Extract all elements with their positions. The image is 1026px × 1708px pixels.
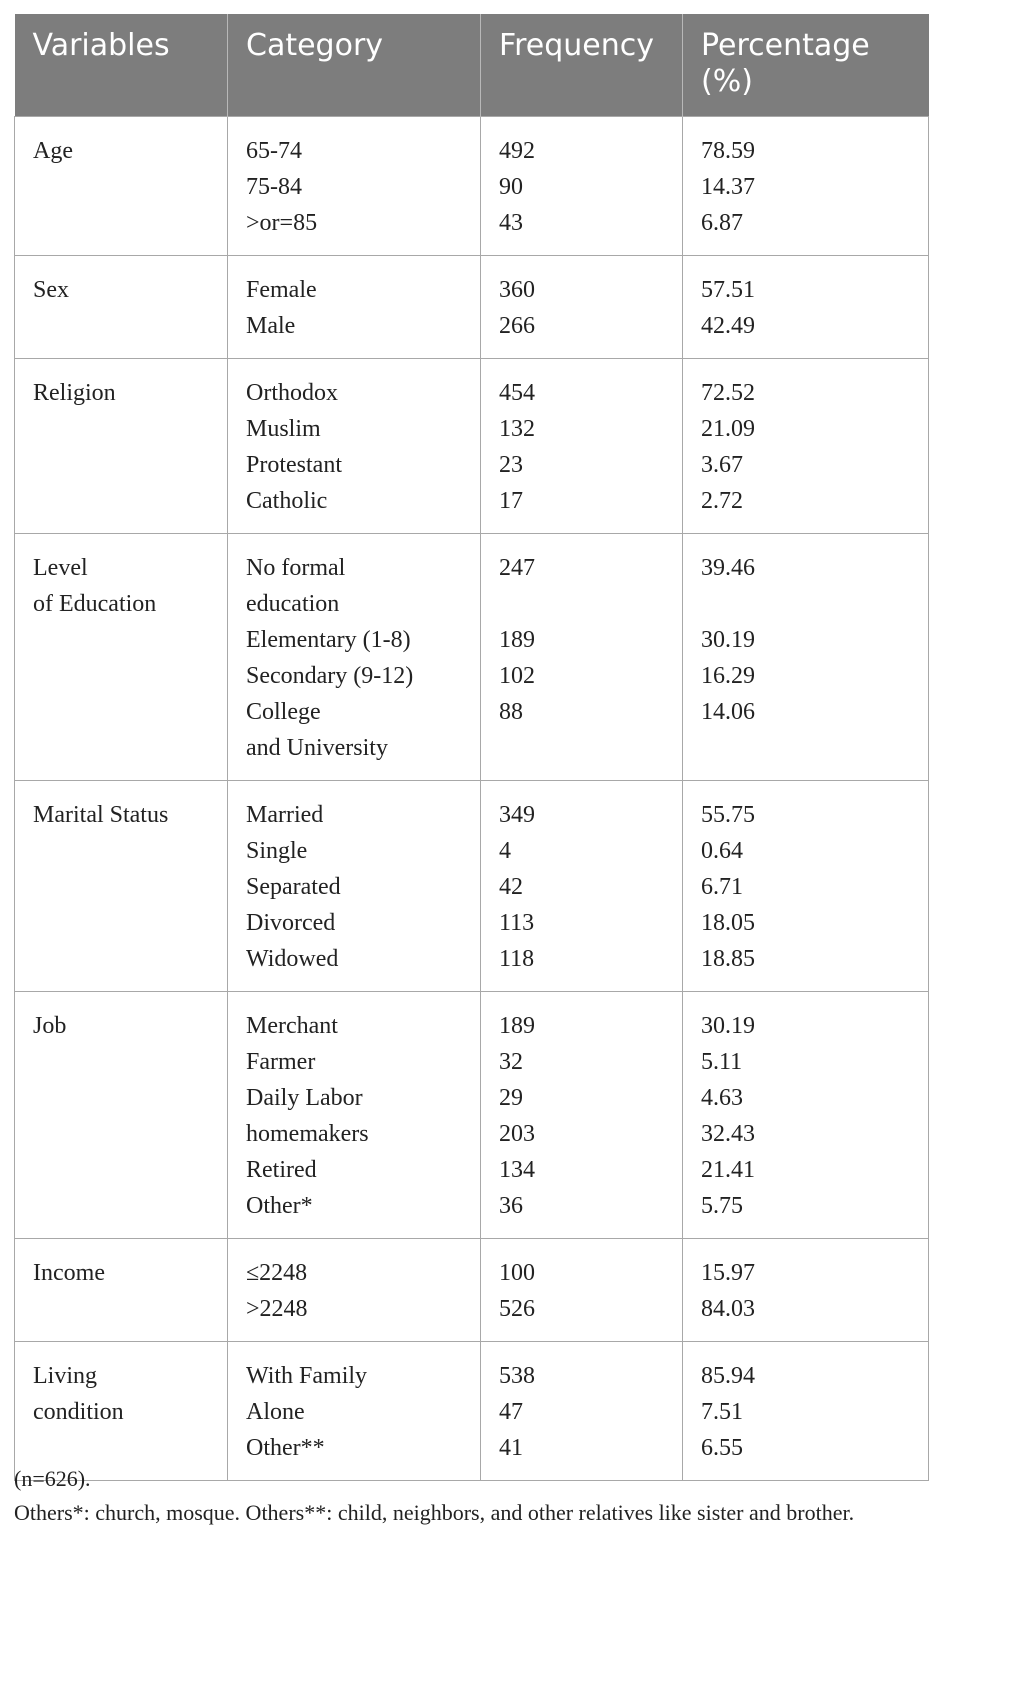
percentage-cell xyxy=(683,1342,929,1481)
demographics-table xyxy=(14,14,929,1481)
variable-cell xyxy=(15,1239,228,1342)
frequency-value: 113 xyxy=(499,910,535,936)
percentage-value: 30.19 xyxy=(701,1013,755,1039)
table-notes xyxy=(14,1462,928,1530)
frequency-cell xyxy=(481,781,683,992)
frequency-value: 203 xyxy=(499,1121,535,1147)
variable-label: condition xyxy=(33,1399,124,1425)
percentage-cell xyxy=(683,256,929,359)
category-label: Divorced xyxy=(246,910,336,936)
percentage-cell xyxy=(683,359,929,534)
header-percentage-line: Percentage xyxy=(701,28,870,63)
frequency-value: 23 xyxy=(499,452,523,478)
category-label: Male xyxy=(246,313,296,339)
frequency-value: 36 xyxy=(499,1193,523,1219)
category-label: and University xyxy=(246,735,388,761)
percentage-value: 39.46 xyxy=(701,555,755,581)
table-row xyxy=(15,359,929,534)
category-label: Other* xyxy=(246,1193,313,1219)
frequency-value: 118 xyxy=(499,946,535,972)
category-label: Protestant xyxy=(246,452,342,478)
variable-label: Job xyxy=(33,1013,67,1039)
frequency-value: 47 xyxy=(499,1399,523,1425)
frequency-value: 189 xyxy=(499,627,535,653)
category-label: Secondary (9-12) xyxy=(246,663,414,689)
variable-label: Living xyxy=(33,1363,97,1389)
percentage-cell xyxy=(683,534,929,781)
percentage-value: 72.52 xyxy=(701,380,755,406)
frequency-value: 102 xyxy=(499,663,535,689)
variable-label: Level xyxy=(33,555,88,581)
percentage-value: 78.59 xyxy=(701,138,755,164)
table-row xyxy=(15,1342,929,1481)
frequency-value: 189 xyxy=(499,1013,535,1039)
category-label: 75-84 xyxy=(246,174,302,200)
percentage-value: 14.06 xyxy=(701,699,755,725)
variable-cell xyxy=(15,1342,228,1481)
category-label: Single xyxy=(246,838,308,864)
percentage-value: 84.03 xyxy=(701,1296,755,1322)
category-label: >or=85 xyxy=(246,210,318,236)
category-cell xyxy=(228,117,481,256)
percentage-value: 6.71 xyxy=(701,874,743,900)
frequency-value: 32 xyxy=(499,1049,523,1075)
frequency-cell xyxy=(481,992,683,1239)
frequency-value: 42 xyxy=(499,874,523,900)
category-label: Farmer xyxy=(246,1049,316,1075)
variable-cell xyxy=(15,256,228,359)
category-cell xyxy=(228,256,481,359)
percentage-value: 55.75 xyxy=(701,802,755,828)
category-label: Elementary (1-8) xyxy=(246,627,411,653)
variable-label: Sex xyxy=(33,277,69,303)
frequency-value: 526 xyxy=(499,1296,535,1322)
percentage-value: 0.64 xyxy=(701,838,743,864)
category-label: Other** xyxy=(246,1435,325,1461)
category-label: No formal xyxy=(246,555,346,581)
category-label: Retired xyxy=(246,1157,317,1183)
frequency-cell xyxy=(481,256,683,359)
category-cell xyxy=(228,992,481,1239)
frequency-value: 538 xyxy=(499,1363,535,1389)
percentage-value: 4.63 xyxy=(701,1085,743,1111)
frequency-value: 492 xyxy=(499,138,535,164)
frequency-cell xyxy=(481,117,683,256)
category-label: Orthodox xyxy=(246,380,338,406)
variable-cell xyxy=(15,781,228,992)
category-label: >2248 xyxy=(246,1296,308,1322)
percentage-cell xyxy=(683,117,929,256)
category-cell xyxy=(228,781,481,992)
frequency-cell xyxy=(481,1239,683,1342)
percentage-cell xyxy=(683,1239,929,1342)
variable-label: Income xyxy=(33,1260,105,1286)
header-variables: Variables xyxy=(15,14,228,117)
variable-label: Age xyxy=(33,138,73,164)
variable-label: Religion xyxy=(33,380,116,406)
percentage-value: 21.41 xyxy=(701,1157,755,1183)
variable-label: of Education xyxy=(33,591,157,617)
table-row xyxy=(15,1239,929,1342)
category-label: Separated xyxy=(246,874,341,900)
variable-cell xyxy=(15,992,228,1239)
frequency-value: 266 xyxy=(499,313,535,339)
percentage-cell xyxy=(683,781,929,992)
category-label: 65-74 xyxy=(246,138,302,164)
category-label: College xyxy=(246,699,321,725)
percentage-value: 18.05 xyxy=(701,910,755,936)
category-cell xyxy=(228,359,481,534)
variable-label: Marital Status xyxy=(33,802,169,828)
category-label: Widowed xyxy=(246,946,339,972)
percentage-value: 85.94 xyxy=(701,1363,755,1389)
category-label: Muslim xyxy=(246,416,321,442)
category-label: Female xyxy=(246,277,317,303)
variable-cell xyxy=(15,359,228,534)
category-label: ≤2248 xyxy=(246,1260,308,1286)
percentage-value: 6.55 xyxy=(701,1435,743,1461)
category-label: Daily Labor xyxy=(246,1085,363,1111)
frequency-value: 247 xyxy=(499,555,535,581)
header-frequency: Frequency xyxy=(481,14,683,117)
percentage-value: 5.75 xyxy=(701,1193,743,1219)
percentage-value: 3.67 xyxy=(701,452,743,478)
variable-cell xyxy=(15,534,228,781)
sample-size-note: (n=626). xyxy=(14,1466,91,1491)
header-row xyxy=(15,14,929,117)
frequency-cell xyxy=(481,359,683,534)
percentage-value: 32.43 xyxy=(701,1121,755,1147)
frequency-value: 349 xyxy=(499,802,535,828)
frequency-value: 43 xyxy=(499,210,523,236)
table-row xyxy=(15,256,929,359)
frequency-value: 4 xyxy=(499,838,511,864)
percentage-value: 57.51 xyxy=(701,277,755,303)
frequency-value: 88 xyxy=(499,699,523,725)
frequency-value: 100 xyxy=(499,1260,535,1286)
category-label: homemakers xyxy=(246,1121,369,1147)
category-cell xyxy=(228,1239,481,1342)
percentage-value: 15.97 xyxy=(701,1260,755,1286)
table-row xyxy=(15,992,929,1239)
frequency-cell xyxy=(481,534,683,781)
category-cell xyxy=(228,534,481,781)
percentage-value: 42.49 xyxy=(701,313,755,339)
category-label: Alone xyxy=(246,1399,305,1425)
category-cell xyxy=(228,1342,481,1481)
header-category: Category xyxy=(228,14,481,117)
header-percentage xyxy=(683,14,929,117)
table-row xyxy=(15,117,929,256)
percentage-value: 2.72 xyxy=(701,488,743,514)
demographics-table-container xyxy=(14,14,928,1481)
category-label: With Family xyxy=(246,1363,368,1389)
percentage-value: 18.85 xyxy=(701,946,755,972)
table-row xyxy=(15,534,929,781)
frequency-value: 41 xyxy=(499,1435,523,1461)
category-label: Married xyxy=(246,802,324,828)
percentage-value: 21.09 xyxy=(701,416,755,442)
category-label: education xyxy=(246,591,340,617)
frequency-value: 360 xyxy=(499,277,535,303)
percentage-cell xyxy=(683,992,929,1239)
category-label: Merchant xyxy=(246,1013,338,1039)
header-percentage-unit: (%) xyxy=(701,64,753,99)
frequency-value: 17 xyxy=(499,488,523,514)
frequency-value: 134 xyxy=(499,1157,535,1183)
frequency-cell xyxy=(481,1342,683,1481)
frequency-value: 29 xyxy=(499,1085,523,1111)
frequency-value: 90 xyxy=(499,174,523,200)
table-body xyxy=(15,117,929,1481)
percentage-value: 30.19 xyxy=(701,627,755,653)
category-label: Catholic xyxy=(246,488,328,514)
frequency-value: 132 xyxy=(499,416,535,442)
footnote: Others*: church, mosque. Others**: child, neighbors, and other relatives like sister and brother. xyxy=(14,1500,855,1525)
percentage-value: 5.11 xyxy=(701,1049,743,1075)
percentage-value: 14.37 xyxy=(701,174,755,200)
table-row xyxy=(15,781,929,992)
table-header xyxy=(15,14,929,117)
variable-cell xyxy=(15,117,228,256)
percentage-value: 6.87 xyxy=(701,210,743,236)
percentage-value: 7.51 xyxy=(701,1399,743,1425)
percentage-value: 16.29 xyxy=(701,663,755,689)
frequency-value: 454 xyxy=(499,380,535,406)
